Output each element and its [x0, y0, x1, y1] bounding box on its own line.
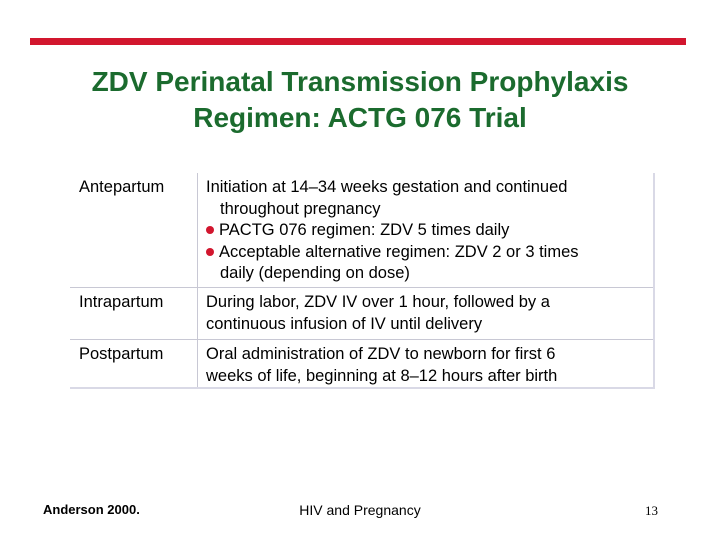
table-row-postpartum	[70, 340, 653, 387]
description-line: Initiation at 14–34 weeks gestation and continued	[206, 178, 568, 196]
bullet-item	[206, 220, 645, 242]
row-description-cell	[198, 340, 653, 387]
row-label-cell	[70, 173, 198, 287]
title-line-2: Regimen: ACTG 076 Trial	[193, 102, 527, 133]
row-label-cell	[70, 340, 198, 387]
slide-title	[0, 64, 720, 136]
row-description-cell	[198, 288, 653, 339]
row-label-cell	[70, 288, 198, 339]
description-line: weeks of life, beginning at 8–12 hours after birth	[206, 366, 558, 385]
row-label: Antepartum	[79, 178, 165, 196]
bullet-text: PACTG 076 regimen: ZDV 5 times daily	[219, 221, 510, 239]
top-accent-rule	[30, 38, 686, 45]
bullet-icon	[206, 226, 214, 234]
description-line: Oral administration of ZDV to newborn for first 6	[206, 345, 556, 363]
row-label: Intrapartum	[79, 293, 164, 311]
footer-title: HIV and Pregnancy	[299, 502, 421, 518]
row-description-cell	[198, 173, 653, 287]
description-line: continuous infusion of IV until delivery	[206, 314, 483, 333]
row-label: Postpartum	[79, 345, 164, 363]
description-line-continued: throughout pregnancy	[220, 199, 381, 218]
bullet-text: Acceptable alternative regimen: ZDV 2 or 3 times	[219, 242, 579, 261]
table-row-intrapartum	[70, 288, 653, 339]
bullet-item	[206, 242, 645, 264]
bullet-icon	[206, 248, 214, 256]
description-line: During labor, ZDV IV over 1 hour, followed by a	[206, 293, 550, 311]
footer-citation: Anderson 2000.	[43, 502, 140, 517]
bullet-text-continued: daily (depending on dose)	[220, 264, 410, 282]
table-row-antepartum	[70, 173, 653, 287]
title-line-1: ZDV Perinatal Transmission Prophylaxis	[91, 66, 629, 97]
regimen-table	[70, 173, 655, 389]
page-number: 13	[645, 503, 658, 518]
